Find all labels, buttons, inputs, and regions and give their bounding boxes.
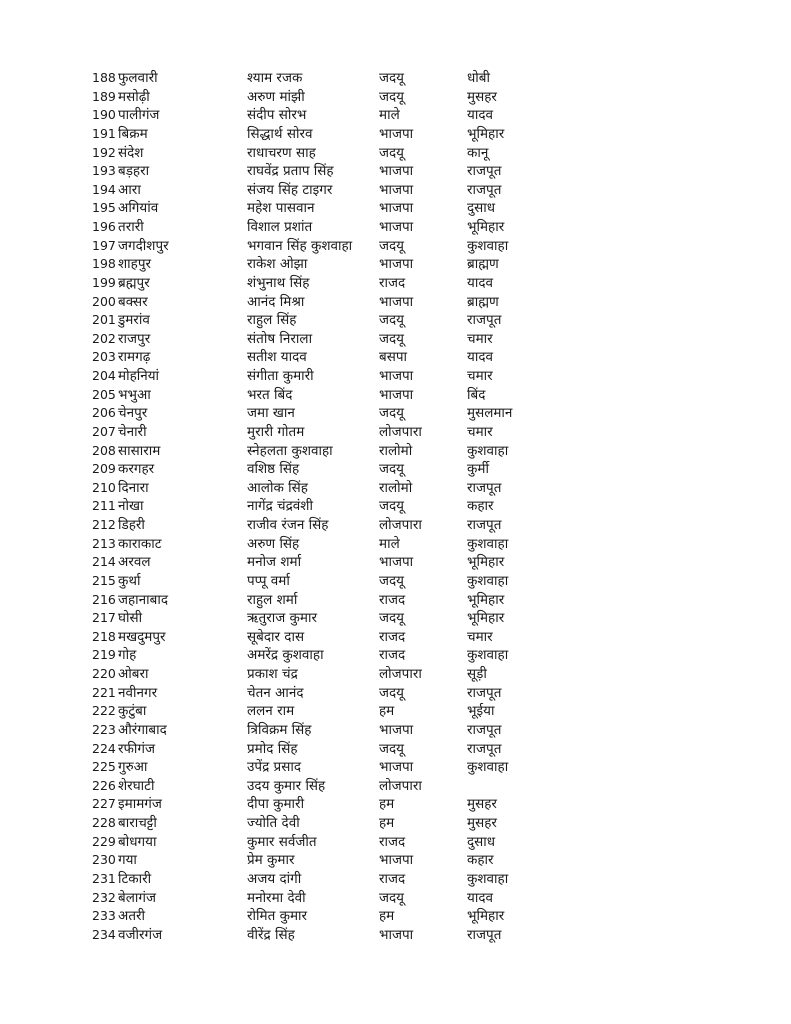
caste-name: भूमिहार xyxy=(467,610,505,627)
table-row xyxy=(92,162,732,181)
candidate-name: विशाल प्रशांत xyxy=(247,219,313,235)
constituency-name: बड़हरा xyxy=(118,163,150,180)
caste-name: मुसहर xyxy=(467,815,497,831)
caste-name: राजपूत xyxy=(467,181,502,198)
row-number: 232 xyxy=(92,889,116,905)
party-name: हम xyxy=(379,703,395,720)
constituency-name: अतरी xyxy=(118,908,146,925)
candidate-name: प्रेम कुमार xyxy=(247,852,295,869)
table-row xyxy=(92,367,732,386)
row-number: 210 xyxy=(92,479,116,495)
row-number: 206 xyxy=(92,405,116,421)
table-row xyxy=(92,423,732,442)
constituency-name: बक्सर xyxy=(118,293,148,310)
party-name: जदयू xyxy=(379,405,405,422)
table-row xyxy=(92,851,732,870)
party-name: जदयू xyxy=(379,330,405,347)
caste-name: यादव xyxy=(467,889,494,906)
caste-name: भूमिहार xyxy=(467,908,505,925)
row-number: 202 xyxy=(92,330,116,346)
row-number: 227 xyxy=(92,796,116,812)
row-number: 195 xyxy=(92,200,116,216)
candidate-name: वीरेंद्र सिंह xyxy=(247,926,295,943)
row-number: 230 xyxy=(92,852,116,868)
table-row xyxy=(92,609,732,628)
caste-name: कहार xyxy=(467,498,494,515)
party-name: भाजपा xyxy=(379,181,414,198)
constituency-name: सासाराम xyxy=(118,442,161,459)
candidate-name: आलोक सिंह xyxy=(247,479,308,496)
table-row xyxy=(92,181,732,200)
party-name: जदयू xyxy=(379,144,405,161)
table-row xyxy=(92,889,732,908)
row-number: 225 xyxy=(92,759,116,775)
party-name: बसपा xyxy=(379,349,407,366)
constituency-name: जहानाबाद xyxy=(118,591,169,608)
row-number: 222 xyxy=(92,703,116,719)
row-number: 203 xyxy=(92,349,116,365)
caste-name: राजपूत xyxy=(467,926,502,943)
candidate-name: सिद्धार्थ सोरव xyxy=(247,125,313,142)
constituency-name: चेनपुर xyxy=(118,405,148,422)
party-name: रालोमो xyxy=(379,442,413,459)
row-number: 200 xyxy=(92,293,116,309)
candidate-table xyxy=(92,69,732,944)
row-number: 191 xyxy=(92,125,116,141)
table-row xyxy=(92,69,732,88)
party-name: राजद xyxy=(379,591,406,608)
table-row xyxy=(92,293,732,312)
table-row xyxy=(92,572,732,591)
caste-name: कुर्मी xyxy=(467,461,489,478)
caste-name: कुशवाहा xyxy=(467,647,509,664)
party-name: भाजपा xyxy=(379,852,414,869)
table-row xyxy=(92,721,732,740)
constituency-name: रफीगंज xyxy=(118,740,156,757)
party-name: जदयू xyxy=(379,237,405,254)
party-name: जदयू xyxy=(379,740,405,757)
candidate-name: मुरारी गोतम xyxy=(247,423,305,440)
table-row xyxy=(92,218,732,237)
candidate-name: सूबेदार दास xyxy=(247,628,305,645)
candidate-name: रोमित कुमार xyxy=(247,908,308,925)
party-name: लोजपारा xyxy=(379,517,422,533)
constituency-name: डुमरांव xyxy=(118,312,150,329)
row-number: 211 xyxy=(92,498,116,514)
row-number: 234 xyxy=(92,926,116,942)
table-row xyxy=(92,684,732,703)
table-row xyxy=(92,926,732,945)
party-name: रालोमो xyxy=(379,479,413,496)
party-name: जदयू xyxy=(379,498,405,515)
caste-name: मुसहर xyxy=(467,88,497,105)
constituency-name: घोसी xyxy=(118,610,143,627)
row-number: 220 xyxy=(92,666,116,681)
row-number: 197 xyxy=(92,237,116,253)
table-row xyxy=(92,795,732,814)
caste-name: राजपूत xyxy=(467,684,502,701)
table-row xyxy=(92,88,732,107)
candidate-name: श्याम रजक xyxy=(247,70,303,86)
table-row xyxy=(92,386,732,405)
candidate-name: उदय कुमार सिंह xyxy=(247,777,326,794)
candidate-name: ललन राम xyxy=(247,703,295,720)
table-row xyxy=(92,274,732,293)
candidate-name: अरुण मांझी xyxy=(247,88,305,105)
constituency-name: दिनारा xyxy=(118,479,149,496)
candidate-name: चेतन आनंद xyxy=(247,684,304,701)
row-number: 193 xyxy=(92,163,116,179)
table-row xyxy=(92,348,732,367)
constituency-name: कुटुंबा xyxy=(118,703,147,720)
candidate-name: मनोरमा देवी xyxy=(247,889,306,906)
table-row xyxy=(92,479,732,498)
party-name: जदयू xyxy=(379,610,405,627)
caste-name: भूमिहार xyxy=(467,125,505,142)
constituency-name: संदेश xyxy=(118,144,144,161)
row-number: 223 xyxy=(92,721,116,737)
party-name: जदयू xyxy=(379,88,405,105)
party-name: राजद xyxy=(379,870,406,887)
caste-name: दुसाध xyxy=(467,833,496,850)
row-number: 213 xyxy=(92,535,116,551)
constituency-name: करगहर xyxy=(118,461,155,478)
row-number: 207 xyxy=(92,423,116,439)
table-row xyxy=(92,758,732,777)
caste-name: कुशवाहा xyxy=(467,535,509,552)
caste-name: कुशवाहा xyxy=(467,442,509,459)
row-number: 198 xyxy=(92,256,116,272)
party-name: भाजपा xyxy=(379,554,414,571)
table-row xyxy=(92,777,732,796)
table-row xyxy=(92,125,732,144)
caste-name: राजपूत xyxy=(467,721,502,738)
caste-name: दुसाध xyxy=(467,200,496,217)
table-row xyxy=(92,144,732,163)
caste-name: कुशवाहा xyxy=(467,870,509,887)
constituency-name: बेलागंज xyxy=(118,889,156,906)
table-row xyxy=(92,665,732,684)
candidate-name: संदीप सोरभ xyxy=(247,107,307,124)
constituency-name: नोखा xyxy=(118,498,144,515)
constituency-name: शेरघाटी xyxy=(118,777,155,794)
candidate-name: भगवान सिंह कुशवाहा xyxy=(247,237,353,254)
row-number: 221 xyxy=(92,684,116,700)
candidate-name: मनोज शर्मा xyxy=(247,554,302,571)
candidate-name: राहुल शर्मा xyxy=(247,591,298,608)
candidate-name: अरुण सिंह xyxy=(247,535,300,552)
row-number: 215 xyxy=(92,572,116,588)
row-number: 190 xyxy=(92,107,116,123)
constituency-name: वजीरगंज xyxy=(118,926,163,943)
candidate-name: सतीश यादव xyxy=(247,349,307,366)
party-name: जदयू xyxy=(379,312,405,329)
caste-name: ब्राह्मण xyxy=(467,256,499,273)
candidate-name: ज्योति देवी xyxy=(247,815,300,831)
party-name: भाजपा xyxy=(379,721,414,738)
candidate-name: राकेश ओझा xyxy=(247,256,308,273)
row-number: 205 xyxy=(92,386,116,402)
party-name: भाजपा xyxy=(379,386,414,403)
table-row xyxy=(92,591,732,610)
party-name: जदयू xyxy=(379,572,405,589)
caste-name: कानू xyxy=(467,144,489,161)
caste-name: भूईया xyxy=(467,703,495,720)
party-name: हम xyxy=(379,796,395,813)
caste-name: धोबी xyxy=(467,70,491,86)
candidate-name: अमरेंद्र कुशवाहा xyxy=(247,647,324,664)
caste-name: राजपूत xyxy=(467,517,502,533)
caste-name: चमार xyxy=(467,628,493,645)
constituency-name: इमामगंज xyxy=(118,796,162,813)
table-row xyxy=(92,442,732,461)
table-row xyxy=(92,311,732,330)
party-name: माले xyxy=(379,535,400,552)
constituency-name: मखदुमपुर xyxy=(118,628,166,645)
party-name: जदयू xyxy=(379,70,405,86)
candidate-name: नागेंद्र चंद्रवंशी xyxy=(247,498,313,515)
constituency-name: आरा xyxy=(118,181,141,198)
table-row xyxy=(92,553,732,572)
party-name: भाजपा xyxy=(379,293,414,310)
party-name: जदयू xyxy=(379,461,405,478)
table-row xyxy=(92,907,732,926)
table-row xyxy=(92,814,732,833)
party-name: राजद xyxy=(379,647,406,664)
caste-name: कुशवाहा xyxy=(467,572,509,589)
caste-name: भूमिहार xyxy=(467,591,505,608)
constituency-name: नवीनगर xyxy=(118,684,158,701)
row-number: 192 xyxy=(92,144,116,160)
row-number: 214 xyxy=(92,554,116,570)
caste-name: यादव xyxy=(467,107,494,124)
table-row xyxy=(92,460,732,479)
table-row xyxy=(92,497,732,516)
constituency-name: अरवल xyxy=(118,554,151,571)
constituency-name: राजपुर xyxy=(118,330,151,347)
constituency-name: बिक्रम xyxy=(118,125,148,142)
caste-name: कुशवाहा xyxy=(467,759,509,776)
constituency-name: ब्रह्मपुर xyxy=(118,274,150,291)
table-row xyxy=(92,740,732,759)
party-name: माले xyxy=(379,107,400,124)
caste-name: यादव xyxy=(467,349,494,366)
caste-name: बिंद xyxy=(467,386,486,403)
row-number: 194 xyxy=(92,181,116,197)
constituency-name: टिकारी xyxy=(118,870,152,887)
candidate-name: राघवेंद्र प्रताप सिंह xyxy=(247,163,334,180)
row-number: 226 xyxy=(92,777,116,793)
caste-name: मुसलमान xyxy=(467,405,513,422)
party-name: हम xyxy=(379,815,395,831)
party-name: जदयू xyxy=(379,889,405,906)
constituency-name: जगदीशपुर xyxy=(118,237,169,254)
caste-name: भूमिहार xyxy=(467,219,505,235)
party-name: भाजपा xyxy=(379,759,414,776)
table-row xyxy=(92,330,732,349)
constituency-name: तरारी xyxy=(118,219,144,235)
row-number: 218 xyxy=(92,628,116,644)
row-number: 209 xyxy=(92,461,116,477)
caste-name: चमार xyxy=(467,423,493,440)
caste-name: राजपूत xyxy=(467,740,502,757)
candidate-name: संतोष निराला xyxy=(247,330,313,347)
caste-name: सूड़ी xyxy=(467,666,487,682)
party-name: राजद xyxy=(379,274,406,291)
constituency-name: बोधगया xyxy=(118,833,157,850)
party-name: लोजपारा xyxy=(379,666,422,682)
candidate-name: अजय दांगी xyxy=(247,870,302,887)
constituency-name: शाहपुर xyxy=(118,256,152,273)
caste-name: राजपूत xyxy=(467,163,502,180)
table-row xyxy=(92,106,732,125)
caste-name: कुशवाहा xyxy=(467,237,509,254)
caste-name: चमार xyxy=(467,330,493,347)
candidate-name: आनंद मिश्रा xyxy=(247,293,305,310)
candidate-name: दीपा कुमारी xyxy=(247,796,305,813)
party-name: भाजपा xyxy=(379,125,414,142)
candidate-name: शंभुनाथ सिंह xyxy=(247,274,310,291)
caste-name: यादव xyxy=(467,274,494,291)
table-row xyxy=(92,404,732,423)
party-name: राजद xyxy=(379,628,406,645)
table-row xyxy=(92,702,732,721)
row-number: 229 xyxy=(92,833,116,849)
table-row xyxy=(92,628,732,647)
party-name: लोजपारा xyxy=(379,423,422,440)
candidate-name: महेश पासवान xyxy=(247,200,315,217)
table-row xyxy=(92,535,732,554)
table-row xyxy=(92,237,732,256)
party-name: भाजपा xyxy=(379,219,414,235)
constituency-name: चेनारी xyxy=(118,423,147,440)
party-name: भाजपा xyxy=(379,200,414,217)
candidate-name: कुमार सर्वजीत xyxy=(247,833,317,850)
row-number: 216 xyxy=(92,591,116,607)
table-row xyxy=(92,646,732,665)
candidate-name: पप्पू वर्मा xyxy=(247,572,290,589)
constituency-name: अगियांव xyxy=(118,200,159,217)
party-name: भाजपा xyxy=(379,926,414,943)
candidate-name: राधाचरण साह xyxy=(247,144,316,161)
candidate-name: संगीता कुमारी xyxy=(247,368,314,384)
constituency-name: मोहनियां xyxy=(118,368,160,384)
row-number: 219 xyxy=(92,647,116,663)
constituency-name: ओबरा xyxy=(118,666,149,682)
candidate-name: ऋतुराज कुमार xyxy=(247,610,317,627)
row-number: 188 xyxy=(92,70,116,85)
row-number: 201 xyxy=(92,312,116,328)
party-name: भाजपा xyxy=(379,368,414,384)
party-name: भाजपा xyxy=(379,256,414,273)
table-row xyxy=(92,870,732,889)
constituency-name: बाराचट्टी xyxy=(118,815,157,831)
candidate-name: प्रकाश चंद्र xyxy=(247,666,298,682)
constituency-name: डिहरी xyxy=(118,517,145,533)
row-number: 233 xyxy=(92,908,116,924)
caste-name: चमार xyxy=(467,368,493,384)
candidate-name: स्नेहलता कुशवाहा xyxy=(247,442,333,459)
row-number: 228 xyxy=(92,815,116,830)
row-number: 217 xyxy=(92,610,116,626)
caste-name: राजपूत xyxy=(467,479,502,496)
row-number: 212 xyxy=(92,517,116,532)
caste-name: कहार xyxy=(467,852,494,869)
row-number: 189 xyxy=(92,88,116,104)
constituency-name: रामगढ़ xyxy=(118,349,151,366)
caste-name: मुसहर xyxy=(467,796,497,813)
constituency-name: औरंगाबाद xyxy=(118,721,167,738)
candidate-name: भरत बिंद xyxy=(247,386,293,403)
constituency-name: कुर्था xyxy=(118,572,141,589)
candidate-name: जमा खान xyxy=(247,405,295,422)
constituency-name: गुरुआ xyxy=(118,759,148,776)
row-number: 196 xyxy=(92,219,116,234)
party-name: भाजपा xyxy=(379,163,414,180)
constituency-name: भभुआ xyxy=(118,386,151,403)
candidate-name: प्रमोद सिंह xyxy=(247,740,298,757)
candidate-name: राजीव रंजन सिंह xyxy=(247,517,329,533)
row-number: 208 xyxy=(92,442,116,458)
row-number: 231 xyxy=(92,870,116,886)
constituency-name: काराकाट xyxy=(118,535,162,552)
row-number: 204 xyxy=(92,368,116,383)
table-row xyxy=(92,199,732,218)
party-name: राजद xyxy=(379,833,406,850)
table-row xyxy=(92,255,732,274)
constituency-name: फुलवारी xyxy=(118,70,158,86)
caste-name: भूमिहार xyxy=(467,554,505,571)
candidate-name: संजय सिंह टाइगर xyxy=(247,181,333,198)
candidate-name: राहुल सिंह xyxy=(247,312,297,329)
candidate-name: उपेंद्र प्रसाद xyxy=(247,759,301,776)
party-name: लोजपारा xyxy=(379,777,422,794)
candidate-name: वशिष्ठ सिंह xyxy=(247,461,300,478)
table-row xyxy=(92,833,732,852)
constituency-name: गया xyxy=(118,852,137,869)
row-number: 199 xyxy=(92,274,116,290)
caste-name: ब्राह्मण xyxy=(467,293,499,310)
constituency-name: मसोढ़ी xyxy=(118,88,150,105)
table-row xyxy=(92,516,732,535)
caste-name: राजपूत xyxy=(467,312,502,329)
party-name: हम xyxy=(379,908,395,925)
party-name: जदयू xyxy=(379,684,405,701)
constituency-name: पालीगंज xyxy=(118,107,160,124)
constituency-name: गोह xyxy=(118,647,137,664)
row-number: 224 xyxy=(92,740,116,756)
candidate-name: त्रिविक्रम सिंह xyxy=(247,721,312,738)
